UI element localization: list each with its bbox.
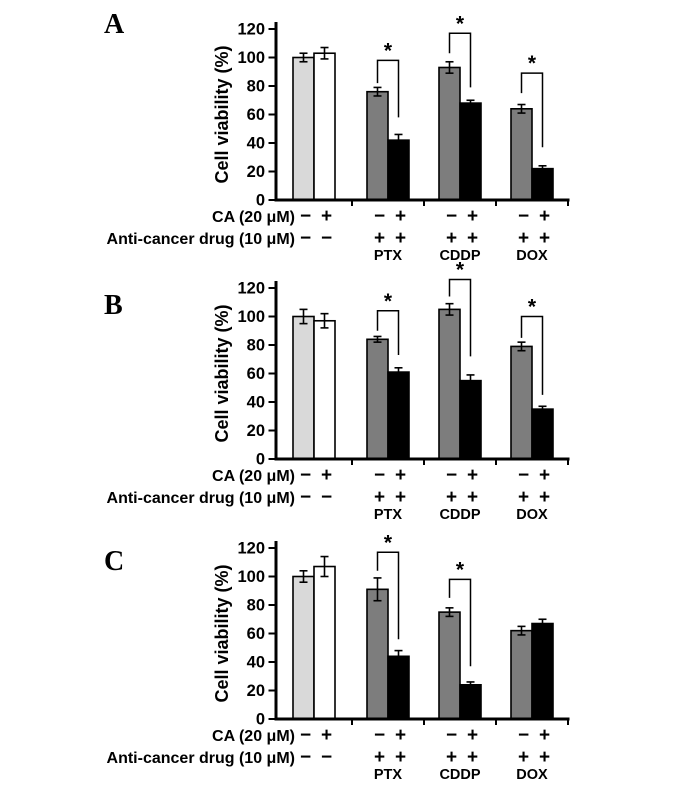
drug-condition-symbol: +: [394, 487, 407, 508]
drug-condition-symbol: +: [517, 228, 530, 249]
drug-condition-symbol: +: [394, 747, 407, 768]
drug-condition-symbol: −: [320, 228, 333, 249]
drug-condition-symbol: +: [466, 487, 479, 508]
drug-condition-symbol: +: [445, 228, 458, 249]
ca-row-label: CA (20 μM): [212, 209, 295, 226]
bar: [388, 140, 409, 200]
bar: [314, 53, 335, 200]
bar: [293, 577, 314, 720]
bar: [388, 656, 409, 719]
y-tick-label: 80: [246, 336, 265, 355]
drug-condition-symbol: +: [538, 228, 551, 249]
y-tick-label: 40: [246, 134, 265, 153]
bar: [460, 381, 481, 459]
ca-condition-symbol: +: [466, 465, 479, 486]
panel-label: C: [104, 546, 125, 577]
drug-condition-symbol: −: [299, 487, 312, 508]
drug-row-label: Anti-cancer drug (10 μM): [106, 750, 295, 767]
y-tick-label: 100: [237, 308, 265, 326]
significance-star: *: [455, 558, 465, 582]
ca-condition-symbol: +: [538, 465, 551, 486]
drug-condition-symbol: +: [538, 747, 551, 768]
bar: [293, 58, 314, 201]
bar: [367, 92, 388, 200]
ca-condition-symbol: +: [320, 206, 333, 227]
y-axis-title: Cell viability (%): [212, 304, 232, 443]
ca-condition-symbol: −: [373, 465, 386, 486]
ca-condition-symbol: +: [466, 206, 479, 227]
drug-condition-symbol: +: [445, 487, 458, 508]
ca-condition-symbol: −: [445, 725, 458, 746]
y-tick-label: 100: [237, 49, 265, 67]
drug-name-label: CDDP: [439, 507, 481, 523]
panel-label: A: [104, 9, 125, 40]
ca-condition-symbol: +: [466, 725, 479, 746]
ca-condition-symbol: −: [445, 465, 458, 486]
y-tick-label: 40: [246, 393, 265, 412]
drug-name-label: CDDP: [439, 248, 481, 264]
drug-condition-symbol: +: [466, 228, 479, 249]
drug-condition-symbol: +: [466, 747, 479, 768]
ca-condition-symbol: +: [394, 725, 407, 746]
drug-condition-symbol: +: [373, 228, 386, 249]
y-tick-label: 0: [255, 191, 265, 210]
bar: [511, 346, 532, 459]
bar: [460, 103, 481, 200]
bar: [314, 321, 335, 459]
significance-star: *: [455, 12, 465, 36]
ca-condition-symbol: −: [373, 725, 386, 746]
ca-condition-symbol: +: [538, 206, 551, 227]
significance-star: *: [527, 52, 537, 76]
ca-condition-symbol: −: [517, 206, 530, 227]
drug-condition-symbol: +: [373, 487, 386, 508]
drug-name-label: DOX: [516, 248, 548, 264]
ca-condition-symbol: +: [320, 725, 333, 746]
drug-name-label: DOX: [516, 507, 548, 523]
bar: [532, 169, 553, 200]
significance-star: *: [383, 531, 393, 555]
bar: [293, 317, 314, 460]
ca-condition-symbol: −: [517, 725, 530, 746]
bar: [532, 409, 553, 459]
bar: [367, 589, 388, 719]
drug-condition-symbol: +: [517, 487, 530, 508]
y-axis-title: Cell viability (%): [212, 564, 232, 703]
y-tick-label: 0: [255, 450, 265, 469]
y-tick-label: 80: [246, 596, 265, 615]
drug-condition-symbol: +: [373, 747, 386, 768]
bar: [314, 567, 335, 719]
ca-condition-symbol: −: [445, 206, 458, 227]
ca-condition-symbol: +: [394, 465, 407, 486]
y-tick-label: 20: [246, 422, 265, 440]
ca-condition-symbol: −: [299, 725, 312, 746]
bar: [439, 309, 460, 459]
drug-condition-symbol: +: [445, 747, 458, 768]
y-tick-label: 20: [246, 682, 265, 700]
drug-name-label: PTX: [373, 507, 403, 523]
panel-label: B: [104, 290, 123, 321]
drug-condition-symbol: +: [517, 747, 530, 768]
drug-row-label: Anti-cancer drug (10 μM): [106, 490, 295, 507]
y-axis-title: Cell viability (%): [212, 45, 232, 184]
y-tick-label: 60: [246, 106, 265, 124]
ca-condition-symbol: −: [299, 206, 312, 227]
drug-row-label: Anti-cancer drug (10 μM): [106, 231, 295, 248]
ca-condition-symbol: +: [394, 206, 407, 227]
drug-condition-symbol: +: [538, 487, 551, 508]
y-tick-label: 40: [246, 653, 265, 672]
y-tick-label: 0: [255, 710, 265, 729]
bar: [532, 624, 553, 719]
significance-star: *: [383, 289, 393, 313]
bar: [367, 339, 388, 459]
y-tick-label: 60: [246, 625, 265, 643]
significance-star: *: [383, 39, 393, 63]
y-tick-label: 120: [237, 20, 265, 39]
drug-condition-symbol: −: [299, 747, 312, 768]
drug-name-label: PTX: [373, 248, 403, 264]
y-tick-label: 100: [237, 568, 265, 586]
bar: [439, 67, 460, 200]
drug-condition-symbol: −: [299, 228, 312, 249]
y-tick-label: 80: [246, 77, 265, 96]
ca-condition-symbol: +: [538, 725, 551, 746]
ca-condition-symbol: −: [299, 465, 312, 486]
ca-condition-symbol: −: [517, 465, 530, 486]
bar: [460, 685, 481, 719]
drug-name-label: PTX: [373, 767, 403, 783]
bar: [439, 612, 460, 719]
bar: [388, 372, 409, 459]
y-tick-label: 120: [237, 279, 265, 298]
drug-condition-symbol: −: [320, 487, 333, 508]
ca-condition-symbol: +: [320, 465, 333, 486]
drug-condition-symbol: +: [394, 228, 407, 249]
y-tick-label: 60: [246, 365, 265, 383]
ca-row-label: CA (20 μM): [212, 468, 295, 485]
drug-condition-symbol: −: [320, 747, 333, 768]
ca-condition-symbol: −: [373, 206, 386, 227]
drug-name-label: CDDP: [439, 767, 481, 783]
significance-star: *: [455, 258, 465, 282]
significance-star: *: [527, 295, 537, 319]
bar: [511, 109, 532, 200]
bar: [511, 631, 532, 719]
ca-row-label: CA (20 μM): [212, 728, 295, 745]
y-tick-label: 120: [237, 539, 265, 558]
y-tick-label: 20: [246, 163, 265, 181]
drug-name-label: DOX: [516, 767, 548, 783]
